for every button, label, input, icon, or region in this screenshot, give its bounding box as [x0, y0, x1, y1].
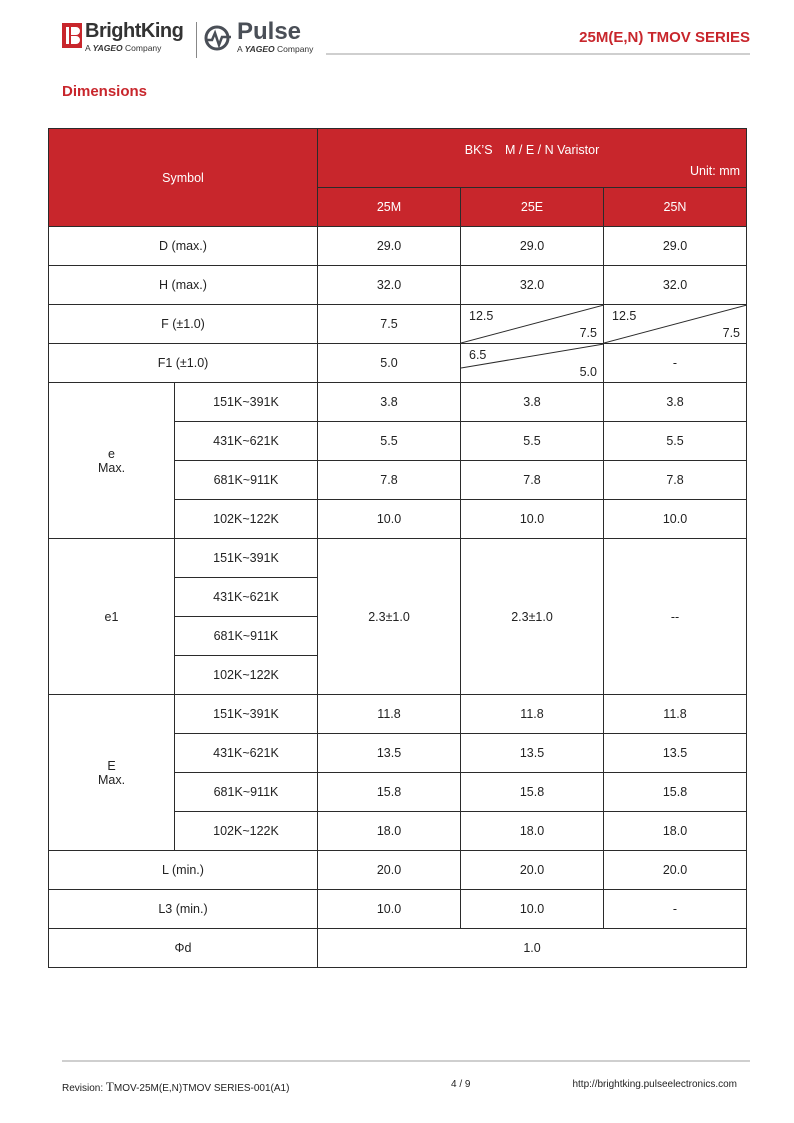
cell-value: 2.3±1.0: [461, 539, 604, 695]
series-title: 25M(E,N) TMOV SERIES: [579, 29, 750, 46]
cell-value: 15.8: [318, 773, 461, 812]
table-row: [49, 266, 747, 305]
table-row: [49, 890, 747, 929]
unit-label: Unit: mm: [690, 164, 741, 178]
cell-value: 32.0: [604, 266, 747, 305]
table-row: [49, 227, 747, 266]
cell-value: 15.8: [461, 773, 604, 812]
cell-value: 13.5: [461, 734, 604, 773]
cell-value: 5.5: [318, 422, 461, 461]
range-label: 681K~911K: [175, 617, 318, 656]
cell-value: 18.0: [604, 812, 747, 851]
cell-value: 32.0: [318, 266, 461, 305]
cell-value: 11.8: [318, 695, 461, 734]
pulse-name: Pulse: [237, 18, 302, 45]
diag-top-value: 12.5: [469, 309, 494, 323]
cell-value: 29.0: [461, 227, 604, 266]
diagonal-cell: [461, 305, 604, 344]
range-label: 102K~122K: [175, 812, 318, 851]
range-label: 431K~621K: [175, 578, 318, 617]
cell-value: 2.3±1.0: [318, 539, 461, 695]
section-title: Dimensions: [62, 83, 148, 100]
cell-value: 13.5: [604, 734, 747, 773]
table-row: [49, 695, 747, 734]
cell-value: 18.0: [318, 812, 461, 851]
brightking-mark-icon: [62, 23, 82, 48]
row-label: F1 (±1.0): [49, 344, 318, 383]
range-label: 431K~621K: [175, 734, 318, 773]
row-label: D (max.): [49, 227, 318, 266]
model-header-25n: 25N: [604, 188, 747, 227]
table-row: [49, 383, 747, 422]
diag-bottom-value: 5.0: [579, 365, 597, 379]
range-label: 431K~621K: [175, 422, 318, 461]
footer-revision: Revision: TMOV-25M(E,N)TMOV SERIES-001(A1): [62, 1079, 290, 1094]
cell-value: 5.5: [604, 422, 747, 461]
varistor-header-cell: [318, 129, 747, 188]
group-label-E: E Max.: [49, 695, 175, 851]
range-label: 102K~122K: [175, 500, 318, 539]
footer-rule: [62, 1060, 750, 1062]
range-label: 681K~911K: [175, 773, 318, 812]
footer-page-number: 4 / 9: [451, 1079, 471, 1090]
diag-top-value: 6.5: [469, 348, 487, 362]
cell-value: 5.5: [461, 422, 604, 461]
cell-value: 29.0: [318, 227, 461, 266]
range-label: 151K~391K: [175, 539, 318, 578]
cell-value: 3.8: [604, 383, 747, 422]
group-label-e: e Max.: [49, 383, 175, 539]
cell-value: 10.0: [461, 890, 604, 929]
brightking-subtitle: A YAGEO Company: [85, 43, 162, 53]
cell-value: 20.0: [461, 851, 604, 890]
cell-value: 20.0: [318, 851, 461, 890]
table-row: [49, 929, 747, 968]
symbol-header: Symbol: [49, 129, 318, 227]
table-row: [49, 344, 747, 383]
cell-value: 3.8: [318, 383, 461, 422]
diagonal-cell: [461, 344, 604, 383]
row-label: F (±1.0): [49, 305, 318, 344]
cell-value: 29.0: [604, 227, 747, 266]
cell-value: 10.0: [318, 890, 461, 929]
footer-url[interactable]: http://brightking.pulseelectronics.com: [572, 1079, 737, 1090]
cell-value: --: [604, 539, 747, 695]
logo-separator: [196, 22, 197, 58]
range-label: 681K~911K: [175, 461, 318, 500]
varistor-group-title: BK’S M / E / N Varistor: [464, 143, 600, 157]
cell-value: 11.8: [461, 695, 604, 734]
model-header-25e: 25E: [461, 188, 604, 227]
cell-value: 7.8: [461, 461, 604, 500]
cell-value: 10.0: [461, 500, 604, 539]
pulse-mark-icon: [203, 25, 233, 51]
table-row: [49, 851, 747, 890]
cell-value: 11.8: [604, 695, 747, 734]
cell-value: -: [604, 890, 747, 929]
cell-value: 3.8: [461, 383, 604, 422]
cell-value: 10.0: [318, 500, 461, 539]
diag-bottom-value: 7.5: [579, 326, 597, 340]
row-label: L3 (min.): [49, 890, 318, 929]
diagonal-cell: [604, 305, 747, 344]
table-row: [49, 539, 747, 578]
cell-value: 10.0: [604, 500, 747, 539]
table-row: [49, 305, 747, 344]
diag-top-value: 12.5: [612, 309, 637, 323]
pulse-subtitle: A YAGEO Company: [237, 44, 314, 54]
range-label: 151K~391K: [175, 383, 318, 422]
header-rule: [326, 53, 750, 55]
cell-value: 15.8: [604, 773, 747, 812]
row-label: H (max.): [49, 266, 318, 305]
cell-value: 5.0: [318, 344, 461, 383]
cell-value: 1.0: [318, 929, 747, 968]
cell-value: 7.8: [604, 461, 747, 500]
cell-value: 7.5: [318, 305, 461, 344]
range-label: 151K~391K: [175, 695, 318, 734]
cell-value: 32.0: [461, 266, 604, 305]
cell-value: 13.5: [318, 734, 461, 773]
brightking-logo: [62, 22, 192, 58]
row-label: L (min.): [49, 851, 318, 890]
range-label: 102K~122K: [175, 656, 318, 695]
cell-value: 7.8: [318, 461, 461, 500]
dimensions-table: [48, 128, 747, 968]
cell-value: 20.0: [604, 851, 747, 890]
model-header-25m: 25M: [318, 188, 461, 227]
pulse-logo: [203, 18, 323, 58]
group-label-e1: e1: [49, 539, 175, 695]
row-label: Φd: [49, 929, 318, 968]
diag-bottom-value: 7.5: [722, 326, 741, 340]
cell-value: 18.0: [461, 812, 604, 851]
cell-value: -: [604, 344, 747, 383]
brightking-name: BrightKing: [85, 20, 184, 42]
